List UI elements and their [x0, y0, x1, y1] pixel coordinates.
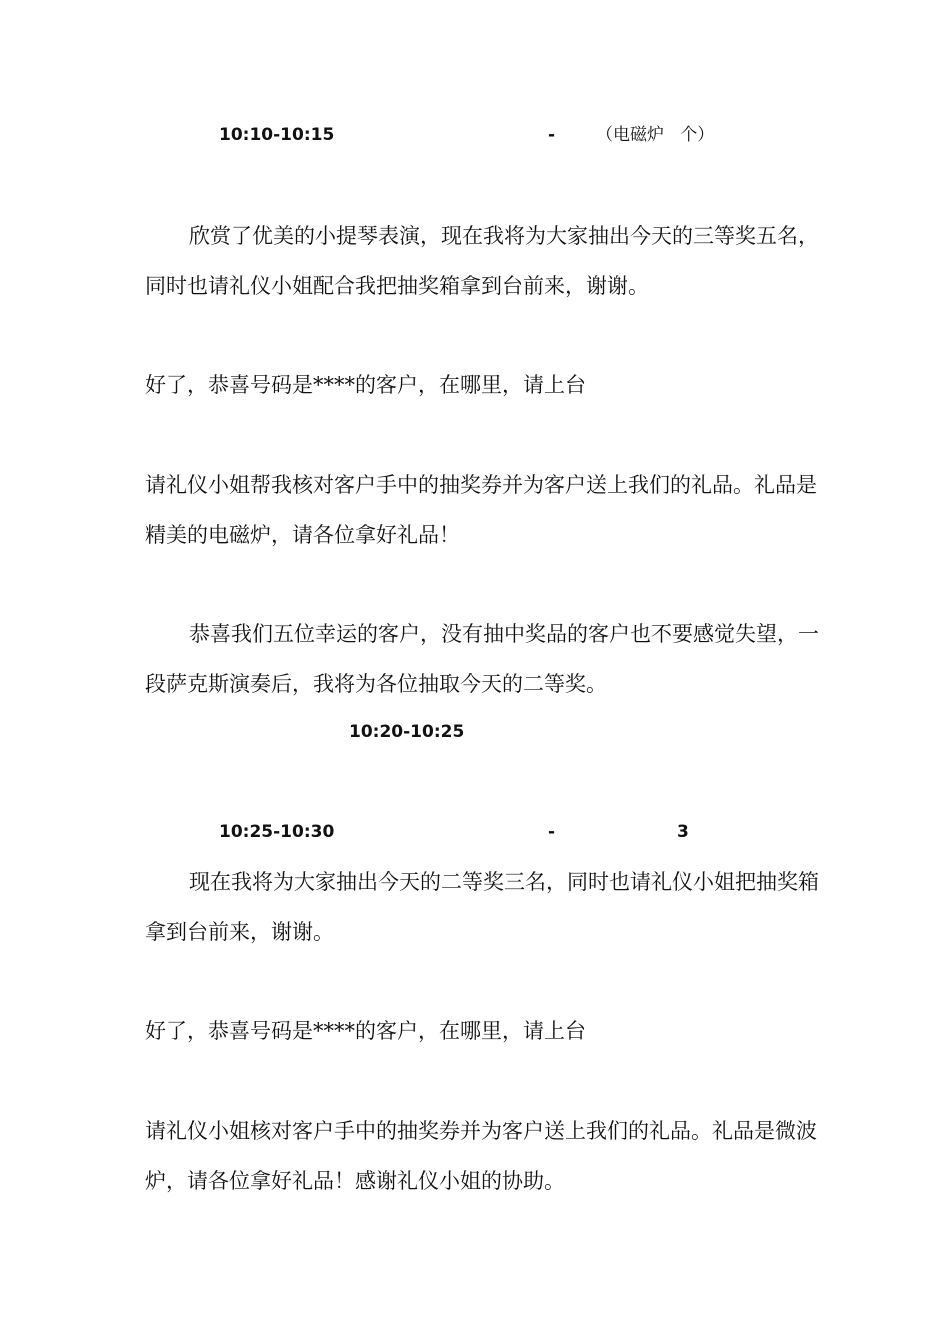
section1-time: 10:10-10:15	[219, 125, 335, 145]
paragraph-gift-induction-cooker: 请礼仪小姐帮我核对客户手中的抽奖券并为客户送上我们的礼品。礼品是精美的电磁炉，请各位拿好礼品！	[145, 473, 817, 547]
section2-time: 10:20-10:25	[349, 722, 465, 742]
paragraph-gift-microwave: 请礼仪小姐核对客户手中的抽奖券并为客户送上我们的礼品。礼品是微波炉，请各位拿好礼品！感谢礼仪小姐的协助。	[145, 1119, 817, 1193]
paragraph-congrats-2: 好了，恭喜号码是****的客户，在哪里，请上台	[145, 1019, 586, 1043]
section3-dash: -	[548, 822, 556, 842]
section1-dash: -	[548, 125, 556, 145]
paragraph-second-prize-draw: 现在我将为大家抽出今天的二等奖三名，同时也请礼仪小姐把抽奖箱拿到台前来，谢谢。	[145, 870, 819, 944]
paragraph-third-prize-draw: 欣赏了优美的小提琴表演，现在我将为大家抽出今天的三等奖五名，同时也请礼仪小姐配合我把抽奖箱拿到台前来，谢谢。	[145, 224, 819, 298]
section3-time: 10:25-10:30	[219, 822, 335, 842]
paragraph-saxophone-transition: 恭喜我们五位幸运的客户，没有抽中奖品的客户也不要感觉失望，一段萨克斯演奏后，我将为各位抽取今天的二等奖。	[145, 622, 819, 696]
section3-count: 3	[677, 822, 689, 842]
paragraph-congrats-1: 好了，恭喜号码是****的客户，在哪里，请上台	[145, 373, 586, 397]
section1-prize-note: （电磁炉 个）	[596, 125, 715, 145]
